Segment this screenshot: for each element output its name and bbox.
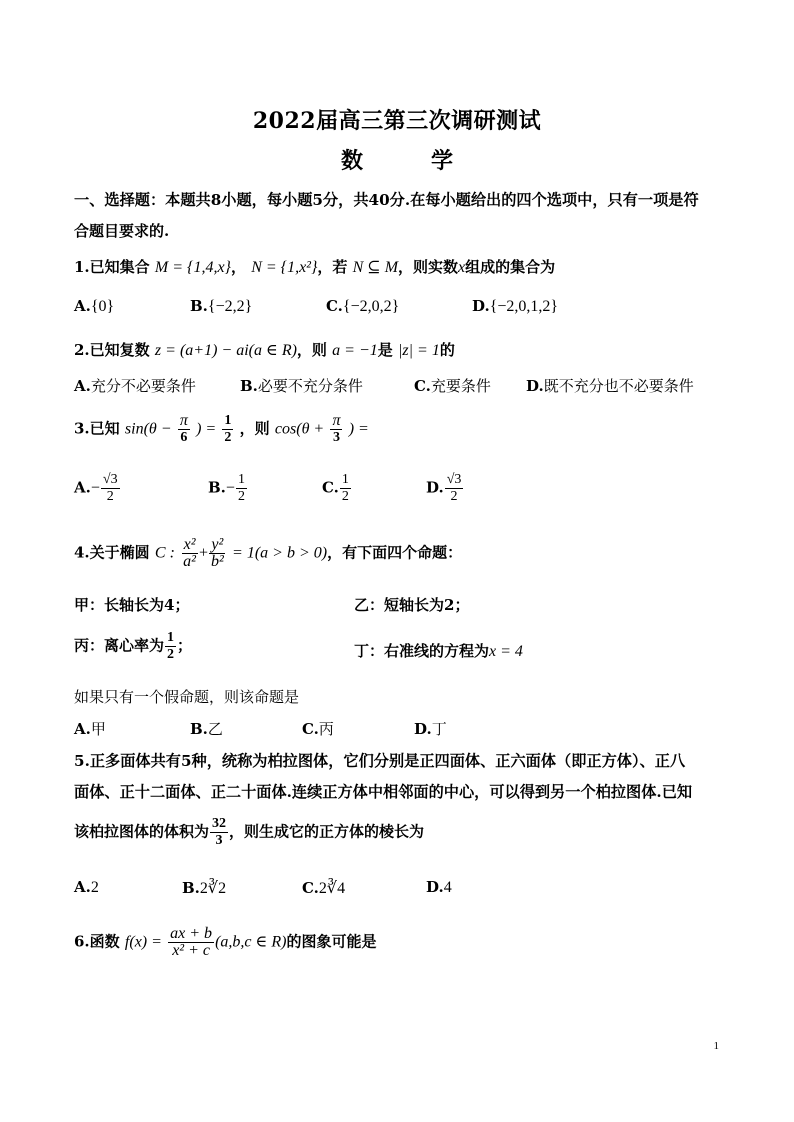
q3-fraction-half [222, 413, 233, 446]
option-text: 充要条件 [430, 377, 491, 395]
q4-option-c[interactable] [302, 718, 334, 739]
fraction-denominator: 2 [450, 489, 458, 504]
q4-proposition-jia: 甲：长轴长为4； [74, 596, 190, 614]
question-4 [74, 537, 462, 570]
option-key: D. [414, 720, 432, 738]
option-key: B. [190, 297, 208, 315]
option-text: {−2,0,2} [342, 298, 400, 315]
option-key: A. [74, 878, 91, 896]
fraction-denominator: a² [183, 553, 196, 570]
q2-stem-d: 的 [439, 341, 455, 359]
q2-stem-b: ，则 [296, 341, 327, 359]
option-key: C. [302, 879, 319, 897]
q5-option-d[interactable] [426, 878, 452, 897]
option-key: D. [426, 878, 444, 896]
q1-number: 1. [74, 258, 90, 276]
option-text: {−2,2} [207, 298, 253, 315]
option-text: 2∛4 [318, 880, 346, 897]
q3-fraction-pi-6 [178, 413, 190, 446]
option-fraction [445, 472, 464, 505]
q5-option-a[interactable] [74, 878, 99, 897]
fraction-denominator: 2 [237, 489, 245, 504]
q4-equation-rest: = 1(a > b > 0) [232, 544, 328, 562]
option-fraction [101, 472, 120, 505]
question-6 [74, 926, 376, 959]
subject-char-1: 数 [340, 148, 363, 174]
q4-proposition-ding [354, 640, 523, 661]
option-key: B. [182, 879, 200, 897]
fraction-denominator: 3 [332, 430, 340, 445]
q2-stem-c: 是 [377, 341, 393, 359]
fraction-numerator: 1 [237, 472, 245, 487]
q1-condition: N ⊆ M [352, 259, 399, 276]
fraction-numerator: x² [183, 536, 196, 553]
option-key: A. [74, 478, 91, 497]
fraction-denominator: 2 [106, 489, 114, 504]
q3-stem-a: 已知 [89, 419, 120, 438]
q1-stem-a: 已知集合 [89, 258, 150, 276]
page-number: 1 [713, 1040, 719, 1052]
q2-option-c[interactable] [414, 375, 491, 396]
q3-option-c[interactable] [322, 472, 352, 505]
q2-complex-z: z = (a+1) − ai(a ∈ R) [154, 342, 297, 359]
q4-prompt: 如果只有一个假命题，则该命题是 [74, 688, 300, 706]
option-text: 2 [90, 879, 99, 896]
q2-option-b[interactable] [240, 375, 363, 396]
option-text: 既不充分也不必要条件 [543, 377, 694, 395]
q5-option-c[interactable] [302, 878, 345, 898]
q6-stem-a: 函数 [89, 932, 120, 951]
q4-option-a[interactable] [74, 718, 106, 739]
option-key: C. [302, 720, 319, 738]
option-key: A. [74, 720, 91, 738]
q3-option-b[interactable] [208, 472, 248, 505]
option-text: 丁 [431, 720, 447, 738]
q6-function-name: f(x) = [124, 933, 162, 951]
fraction-numerator: √3 [446, 472, 462, 487]
question-3 [74, 413, 369, 446]
fraction-denominator: 6 [180, 430, 188, 445]
q4-ding-text: 丁：右准线的方程为 [354, 642, 490, 660]
fraction-numerator: π [179, 412, 188, 429]
option-key: D. [426, 478, 444, 497]
q1-set-m: M = {1,4,x} [154, 259, 231, 276]
subject-char-2: 学 [431, 148, 454, 174]
fraction-numerator: π [332, 412, 341, 429]
q2-option-a[interactable] [74, 375, 196, 396]
exam-title: 2022届高三第三次调研测试 [252, 108, 542, 134]
option-key: C. [414, 377, 431, 395]
fraction-numerator: y² [211, 536, 224, 553]
q5-stem-a: 该柏拉图体的体积为 [74, 822, 210, 841]
q5-stem-b: ，则生成它的正方体的棱长为 [229, 822, 425, 841]
option-text: 丙 [318, 720, 334, 738]
q4-bing-fraction [165, 630, 176, 663]
q4-number: 4. [74, 543, 90, 562]
option-fraction [340, 472, 351, 505]
q3-cos-open: cos(θ + [274, 420, 325, 438]
fraction-numerator: 1 [167, 630, 175, 645]
section-instructions-line-2: 合题目要求的. [74, 222, 170, 240]
option-fraction [236, 472, 247, 505]
q4-ellipse-label: C : [154, 544, 175, 562]
option-sign: − [225, 479, 235, 497]
q4-bing-text: 丙：离心率为 [74, 636, 165, 655]
subject-title [0, 144, 794, 175]
option-text: 充分不必要条件 [90, 377, 196, 395]
q2-a-value: a = −1 [332, 342, 378, 359]
q5-volume-fraction [210, 816, 228, 849]
fraction-numerator: 1 [341, 472, 349, 487]
q1-stem-b: ，若 [317, 258, 348, 276]
q5-line-1: 5.正多面体共有5种，统称为柏拉图体，它们分别是正四面体、正六面体（即正方体）、正八 [74, 752, 686, 770]
option-key: D. [472, 297, 490, 315]
option-key: A. [74, 377, 91, 395]
q1-option-b[interactable] [190, 297, 252, 316]
q3-sin-close: ) = [196, 420, 217, 438]
q2-stem-a: 已知复数 [89, 341, 150, 359]
option-key: D. [526, 377, 544, 395]
option-text: 乙 [207, 720, 223, 738]
option-sign: − [90, 479, 100, 497]
q4-stem-b: ，有下面四个命题： [327, 543, 463, 562]
fraction-denominator: 2 [167, 647, 175, 662]
q5-option-b[interactable] [182, 878, 226, 898]
option-text: {−2,0,1,2} [489, 298, 559, 315]
option-text: 甲 [90, 720, 106, 738]
option-text: 4 [443, 879, 452, 896]
q4-option-d[interactable] [414, 718, 447, 739]
option-key: C. [326, 297, 343, 315]
q1-option-c[interactable] [326, 297, 399, 316]
q4-stem-a: 关于椭圆 [89, 543, 150, 562]
q6-number: 6. [74, 932, 90, 951]
q1-option-a[interactable] [74, 297, 114, 316]
fraction-numerator: √3 [102, 472, 118, 487]
option-key: B. [190, 720, 208, 738]
q3-cos-close: ) = [348, 420, 369, 438]
q3-fraction-pi-3 [330, 413, 342, 446]
q1-stem-c: ，则实数 [398, 258, 459, 276]
fraction-numerator: 32 [212, 816, 227, 831]
section-instructions-line-1: 一、选择题：本题共8小题，每小题5分，共40分.在每小题给出的四个选项中，只有一项是符 [74, 191, 699, 209]
q4-ding-math: x = 4 [489, 643, 523, 660]
fraction-denominator: 2 [224, 430, 232, 445]
q1-option-d[interactable] [472, 297, 558, 316]
q2-modulus: |z| = 1 [398, 342, 440, 359]
q1-set-n: N = {1,x²} [251, 259, 318, 276]
q6-function-fraction [168, 926, 214, 959]
question-2 [74, 339, 455, 360]
q3-option-d[interactable] [426, 472, 464, 505]
option-text: 必要不充分条件 [257, 377, 363, 395]
option-key: B. [208, 478, 226, 497]
q4-proposition-bing [74, 630, 192, 663]
fraction-denominator: 2 [341, 489, 349, 504]
fraction-numerator: ax + b [170, 925, 213, 942]
option-text: 2∛2 [199, 880, 227, 897]
option-key: C. [322, 478, 339, 497]
fraction-denominator: x² + c [172, 942, 210, 959]
q5-line-3 [74, 816, 424, 849]
q4-plus: + [198, 544, 208, 562]
option-key: B. [240, 377, 258, 395]
q3-number: 3. [74, 419, 90, 438]
q3-stem-b: ，则 [239, 419, 270, 438]
q4-proposition-yi: 乙：短轴长为2； [354, 596, 470, 614]
q2-number: 2. [74, 341, 90, 359]
question-1 [74, 256, 555, 277]
fraction-denominator: 3 [215, 833, 223, 848]
fraction-denominator: b² [210, 553, 224, 570]
q1-sep: ， [230, 258, 246, 276]
option-text: {0} [90, 298, 115, 315]
q5-line-2: 面体、正十二面体、正二十面体.连续正方体中相邻面的中心，可以得到另一个柏拉图体.已知 [74, 783, 693, 801]
q4-bing-end: ； [177, 636, 193, 655]
option-key: A. [74, 297, 91, 315]
q3-option-a[interactable] [74, 472, 121, 505]
q1-stem-d: 组成的集合为 [465, 258, 556, 276]
q4-fraction-y [209, 537, 226, 570]
q3-sin-open: sin(θ − [124, 420, 172, 438]
q2-option-d[interactable] [526, 375, 694, 396]
q4-fraction-x [181, 537, 198, 570]
q6-stem-b: 的图象可能是 [286, 932, 377, 951]
q4-option-b[interactable] [190, 718, 223, 739]
q6-domain: (a,b,c ∈ R) [215, 933, 287, 951]
fraction-numerator: 1 [224, 413, 232, 428]
q1-var-x: x [458, 259, 466, 276]
